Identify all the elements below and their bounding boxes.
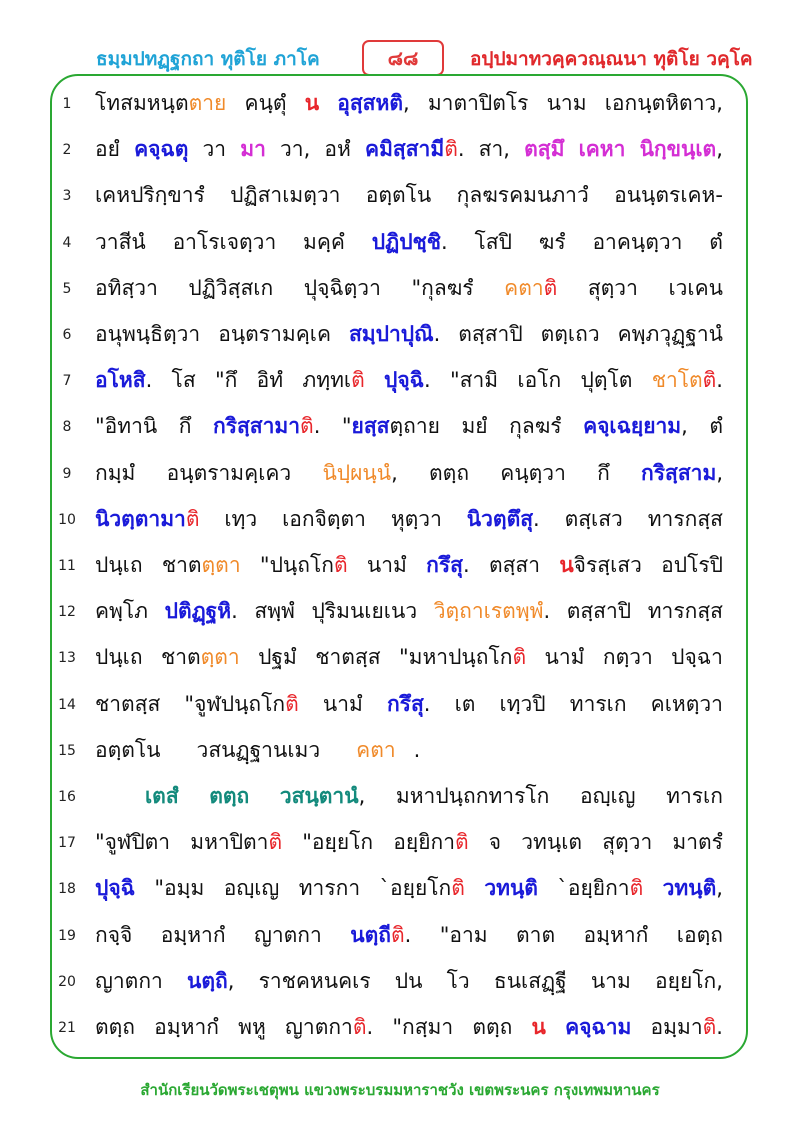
line-number: 4	[62, 234, 72, 251]
word: กมฺมํ	[95, 460, 136, 485]
word: เคหปริกฺขารํ	[95, 183, 205, 208]
word: วสนฏฺฐานเมว	[196, 737, 321, 762]
line-number: 5	[62, 280, 72, 297]
word: ปนฺเถ	[95, 553, 143, 577]
word: อยฺยโก,	[655, 968, 723, 993]
word: สุตฺวา	[602, 830, 653, 855]
line-number: 2	[62, 142, 72, 159]
word: ทารกา	[298, 876, 361, 901]
word: สา,	[478, 137, 510, 162]
text-line	[95, 175, 723, 215]
word: ตตฺเถว	[540, 322, 600, 346]
line-number: 12	[58, 604, 76, 621]
word: "ยสฺสตฺถาย	[341, 414, 440, 439]
word: ตตฺถ	[472, 1015, 513, 1039]
text-line	[95, 868, 723, 908]
word: เทฺว	[224, 506, 258, 531]
line-number: 20	[58, 973, 76, 990]
word: ปฏิปชฺชิ.	[371, 229, 448, 254]
word: "กึ	[214, 368, 238, 393]
word: ปุริมนเยเนว	[311, 599, 418, 624]
word: โสปิ	[474, 229, 512, 254]
word: "อาม	[439, 922, 488, 947]
word: "อิทานิ	[95, 414, 158, 439]
word: เอโก	[517, 368, 562, 393]
word: นจิรสฺเสว	[559, 553, 642, 577]
text-line	[95, 83, 723, 123]
word: นิปฺผนฺนํ,	[322, 460, 398, 485]
word: คพฺโภ	[95, 599, 149, 624]
word: อนฺตรามคฺเคว	[166, 460, 292, 485]
line-number: 19	[58, 927, 76, 944]
word: คพฺภวุฏฺฐานํ	[617, 322, 723, 346]
word: อมฺมาติ.	[650, 1015, 723, 1039]
word: ภทฺทเติ	[302, 368, 365, 393]
word: ชาโตติ.	[651, 368, 723, 393]
line-number: 16	[58, 789, 76, 805]
word: นามํ	[544, 645, 585, 670]
word: สุตฺวา	[587, 275, 638, 300]
word: ธนเสฏฺฐี	[493, 968, 567, 993]
word: น	[304, 91, 320, 115]
word: ชาตตฺตา	[161, 553, 241, 577]
word: วทนฺติ,	[662, 876, 723, 901]
word: อทิสฺวา	[95, 275, 158, 300]
text-line	[95, 915, 723, 955]
word: กตฺวา	[602, 645, 653, 670]
word: ตตฺถ	[209, 784, 250, 808]
word: มาตาปิตโร	[427, 91, 529, 115]
word: ตํ	[709, 414, 723, 439]
word: อญฺเญ	[579, 784, 636, 808]
word: "มหาปนฺถโกติ	[398, 645, 527, 670]
word: ตาต	[516, 922, 556, 947]
word: กุลฆรํ	[509, 414, 562, 439]
word: กรึสุ.	[426, 553, 470, 577]
word: อิทํ	[256, 368, 284, 393]
word: สมฺปาปุณิ.	[348, 322, 441, 346]
word: ปุจฺฉิ	[95, 876, 135, 901]
word: มาตรํ	[672, 830, 723, 855]
text-line	[95, 684, 723, 724]
word: `อยฺยิกาติ	[557, 876, 644, 901]
word: ตสฺสาปิ	[566, 599, 632, 624]
line-number: 11	[58, 558, 76, 574]
word: เคหา	[578, 137, 626, 162]
word: คจฺเฉยฺยาม,	[583, 414, 688, 439]
word: โส	[171, 368, 196, 393]
word: อตฺตโน	[365, 183, 432, 208]
word: ทารกสฺส	[647, 599, 723, 624]
line-number: 10	[58, 511, 76, 528]
word: กึ	[178, 414, 192, 439]
word: `อยฺยโกติ	[379, 876, 465, 901]
word: อุสฺสหติ,	[337, 91, 410, 115]
word: ปจฺฉา	[671, 645, 723, 670]
line-number: 21	[58, 1020, 76, 1036]
word: เอกนฺตหิตาว,	[604, 91, 723, 115]
word: อยฺยิกาติ	[393, 830, 469, 855]
word: ปฏิวิสฺสเก	[188, 275, 274, 300]
line-number: 8	[62, 419, 72, 436]
text-line	[95, 129, 723, 169]
word: อยํ	[95, 137, 120, 162]
word: อตฺตโน	[95, 737, 161, 762]
word: ตสฺมึ	[524, 137, 565, 162]
word: อนุพนฺธิตฺวา	[95, 322, 201, 346]
word: ทารกสฺส	[647, 506, 723, 531]
line-number: 6	[62, 327, 72, 343]
word: ฆรํ	[538, 229, 566, 254]
line-number: 14	[58, 696, 76, 713]
word: ทารเก	[569, 691, 627, 716]
word: อปโรปิ	[661, 553, 723, 577]
word: กึ	[597, 460, 610, 485]
word: มคฺคํ	[303, 229, 345, 254]
word: ปติฏฺฐหิ.	[164, 599, 238, 624]
word: อาโรเจตฺวา	[172, 229, 277, 254]
text-line	[95, 499, 723, 539]
word: อโหสิ.	[95, 368, 153, 393]
word: มยํ	[461, 414, 488, 439]
word: ปุตฺโต	[580, 368, 633, 393]
text-line	[95, 268, 723, 308]
text-line	[95, 406, 723, 446]
word: "ปนฺถโกติ	[259, 553, 348, 577]
word: คตาติ	[504, 275, 558, 300]
word: "กุลฆรํ	[411, 275, 474, 300]
word: ตํ	[709, 229, 723, 254]
word: เวเคน	[668, 275, 723, 300]
word: นิกฺขนฺเต,	[639, 137, 723, 162]
word: เอกจิตฺตา	[282, 506, 366, 531]
word: กจฺจิ	[95, 922, 133, 947]
text-line	[95, 453, 723, 493]
line-number: 15	[58, 742, 76, 759]
word: กุลฆรคมนภาวํ	[456, 183, 589, 208]
word: อญฺเญ	[223, 876, 280, 901]
word: นาม	[590, 968, 631, 993]
word: เทฺวปิ	[499, 691, 546, 716]
word: คตา .	[356, 737, 421, 762]
word: จ	[488, 830, 502, 855]
word: นิวตฺตามาติ	[95, 506, 200, 531]
word: นตฺถิ,	[187, 968, 235, 993]
text-line	[95, 1007, 723, 1047]
text-line	[95, 314, 723, 354]
word: น	[531, 1015, 546, 1039]
word: คจฺฉาม	[565, 1015, 632, 1039]
word: พหู	[238, 1015, 266, 1039]
line-number: 7	[62, 373, 72, 390]
word: "อมฺม	[154, 876, 205, 901]
word: กรึสุ.	[386, 691, 431, 716]
word: "จูฬปนฺถโกติ	[184, 691, 299, 716]
word: ปนฺเถ	[95, 645, 143, 670]
text-line	[95, 360, 723, 400]
text-line	[95, 545, 723, 585]
word: คนฺตุํ	[244, 91, 287, 115]
word: มหาปนฺถกทารโก	[395, 784, 550, 808]
word: นิวตฺตึสุ.	[466, 506, 540, 531]
word: สพฺพํ	[254, 599, 295, 624]
word: ญาตกา	[95, 968, 163, 993]
word: วา	[202, 137, 227, 162]
text-line	[95, 730, 723, 770]
word: วาสีนํ	[95, 229, 146, 254]
line-number: 13	[58, 650, 76, 667]
word: เต	[454, 691, 476, 716]
word: กริสฺสามาติ.	[212, 414, 321, 439]
chapter-title: อปฺปมาทวคฺควณฺณนา ทุติโย วคฺโค	[470, 48, 753, 70]
word: ปฏิสาเมตฺวา	[230, 183, 341, 208]
word: "อยฺยโก	[302, 830, 374, 855]
word: ชาตสฺส	[95, 691, 161, 716]
word: วทนฺติ	[484, 876, 538, 901]
text-line	[95, 637, 723, 677]
word: ปุจฺฉิตฺวา	[303, 275, 381, 300]
word: อมฺหากํ	[160, 922, 226, 947]
word: ตตฺถ	[429, 460, 470, 485]
word: ปน	[394, 968, 423, 993]
word: นามํ	[322, 691, 363, 716]
footer-text: สำนักเรียนวัดพระเชตุพน แขวงพระบรมมหาราชวัง เขตพระนคร กรุงเทพมหานคร	[140, 1081, 660, 1099]
word: วิตฺถาเรตพฺพํ.	[433, 599, 551, 624]
word: ตสฺเสว	[564, 506, 623, 531]
word: มหาปิตาติ	[190, 830, 283, 855]
word: กริสฺสาม,	[641, 460, 723, 485]
word: เตสํ	[145, 784, 179, 808]
word: ปุจฺฉิ.	[384, 368, 431, 393]
word: หุตฺวา	[390, 506, 442, 531]
word: คเหตฺวา	[650, 691, 723, 716]
word: คนฺตฺวา	[500, 460, 566, 485]
word: "สามิ	[449, 368, 499, 393]
word: อนนฺตรเคห-	[614, 183, 723, 208]
word: "จูฬปิตา	[95, 830, 171, 855]
word: "กสฺมา	[392, 1015, 454, 1039]
word: โทสมหนฺตตาย	[95, 91, 227, 115]
word: ปฐมํ	[258, 645, 297, 670]
word: มา	[240, 137, 266, 162]
word: โว	[446, 968, 470, 993]
word: คจฺฉตุ	[134, 137, 189, 162]
line-number: 18	[58, 881, 76, 898]
word: คมิสฺสามีติ.	[365, 137, 465, 162]
word: อหํ	[324, 137, 351, 162]
word: วสนฺตานํ,	[279, 784, 366, 808]
word: ตตฺถ	[95, 1015, 135, 1039]
word: ชาตสฺส	[315, 645, 381, 670]
word: ตสฺสา	[488, 553, 541, 577]
word: ราชคหนคเร	[258, 968, 371, 993]
word: ญาตกาติ.	[285, 1015, 374, 1039]
word: ทารเก	[666, 784, 723, 808]
text-line	[145, 776, 723, 816]
word: ญาตกา	[253, 922, 322, 947]
word: เอตฺถ	[676, 922, 723, 947]
text-line	[95, 822, 723, 862]
word: วา,	[280, 137, 311, 162]
line-number: 17	[58, 835, 76, 852]
word: อมฺหากํ	[154, 1015, 219, 1039]
word: วทนฺเต	[521, 830, 583, 855]
book-title: ธมฺมปทฏฺฐกถา ทุติโย ภาโค	[96, 48, 320, 70]
line-number: 9	[62, 465, 72, 482]
word: นามํ	[366, 553, 407, 577]
text-line	[95, 222, 723, 262]
line-number: 1	[62, 96, 72, 112]
word: ชาตตฺตา	[160, 645, 240, 670]
word: อนฺตรามคฺเค	[218, 322, 331, 346]
page-number: ๘๘	[362, 40, 444, 76]
line-number: 3	[62, 188, 72, 205]
word: อาคนฺตฺวา	[592, 229, 683, 254]
text-line	[95, 961, 723, 1001]
word: นตฺถีติ.	[350, 922, 412, 947]
word: ตสฺสาปิ	[458, 322, 523, 346]
word: นาม	[546, 91, 587, 115]
word: อมฺหากํ	[583, 922, 649, 947]
text-line	[95, 591, 723, 631]
